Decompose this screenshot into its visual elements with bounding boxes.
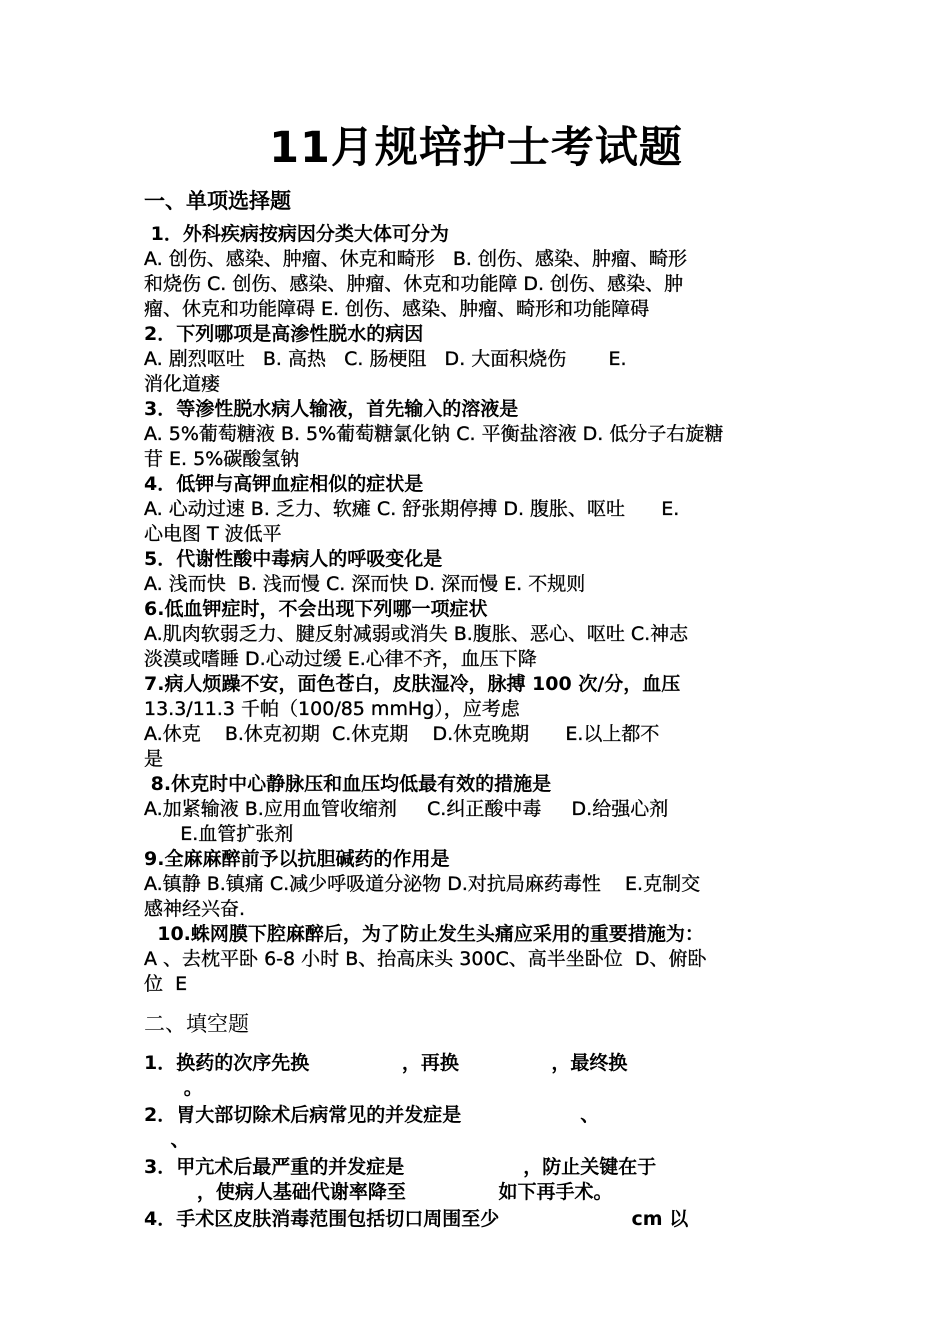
question-options-line: E.血管扩张剂 — [144, 823, 294, 845]
question-options-line: A.镇静 B.镇痛 C.减少呼吸道分泌物 D.对抗局麻药毒性 E.克制交 — [144, 873, 701, 895]
page-title: 11月规培护士考试题 — [269, 123, 683, 173]
choice-question — [144, 772, 808, 847]
fill-question-line: 4．手术区皮肤消毒范围包括切口周围至少 cm 以 — [144, 1208, 689, 1230]
question-stem: 5．代谢性酸中毒病人的呼吸变化是 — [144, 548, 443, 570]
question-options-line: 瘤、休克和功能障碍 E. 创伤、感染、肿瘤、畸形和功能障碍 — [144, 298, 650, 320]
question-stem: 4．低钾与高钾血症相似的症状是 — [144, 473, 424, 495]
question-stem: 3．等渗性脱水病人输液，首先输入的溶液是 — [144, 398, 519, 420]
fill-question-line: 1．换药的次序先换 ，再换 ，最终换 — [144, 1052, 628, 1074]
question-options-line: 苷 E. 5%碳酸氢钠 — [144, 448, 300, 470]
fill-question-line: 2．胃大部切除术后病常见的并发症是 、 — [144, 1104, 600, 1126]
question-options-line: 是 — [144, 748, 164, 770]
choice-question — [144, 547, 808, 597]
choice-question — [144, 597, 808, 672]
section-heading-fill: 二、填空题 — [144, 1012, 249, 1036]
question-options-line: A. 心动过速 B. 乏力、软瘫 C. 舒张期停搏 D. 腹胀、呕吐 E. — [144, 498, 680, 520]
fill-question-line: ，使病人基础代谢率降至 如下再手术。 — [144, 1181, 613, 1203]
question-options-line: A.休克 B.休克初期 C.休克期 D.休克晚期 E.以上都不 — [144, 723, 660, 745]
question-options-line: A. 创伤、感染、肿瘤、休克和畸形 B. 创伤、感染、肿瘤、畸形 — [144, 248, 687, 270]
choice-question — [144, 922, 808, 997]
fill-question-list — [144, 1051, 808, 1234]
fill-question — [144, 1207, 808, 1234]
fill-question-line: 。 — [144, 1077, 203, 1099]
fill-question — [144, 1155, 808, 1207]
question-options-line: A. 5%葡萄糖液 B. 5%葡萄糖氯化钠 C. 平衡盐溶液 D. 低分子右旋糖 — [144, 423, 724, 445]
fill-question — [144, 1051, 808, 1103]
fill-question-line: 3．甲亢术后最严重的并发症是 ，防止关键在于 — [144, 1156, 657, 1178]
question-stem: 10.蛛网膜下腔麻醉后，为了防止发生头痛应采用的重要措施为： — [144, 923, 704, 945]
question-options-line: A.肌肉软弱乏力、腱反射减弱或消失 B.腹胀、恶心、呕吐 C.神志 — [144, 623, 689, 645]
fill-question — [144, 1103, 808, 1155]
question-options-line: 和烧伤 C. 创伤、感染、肿瘤、休克和功能障 D. 创伤、感染、肿 — [144, 273, 684, 295]
question-options-line: A 、去枕平卧 6-8 小时 B、抬高床头 300C、高半坐卧位 D、俯卧 — [144, 948, 707, 970]
section-heading-choice: 一、单项选择题 — [144, 189, 291, 213]
question-options-line: 感神经兴奋. — [144, 898, 246, 920]
document-page — [144, 118, 808, 1234]
choice-question — [144, 322, 808, 397]
fill-question-line: 、 — [144, 1129, 190, 1151]
question-stem: 6.低血钾症时，不会出现下列哪一项症状 — [144, 598, 488, 620]
choice-question — [144, 222, 808, 322]
question-options-line: 消化道瘘 — [144, 373, 221, 395]
question-stem: 2．下列哪项是高渗性脱水的病因 — [144, 323, 424, 345]
question-options-line: 13.3/11.3 千帕（100/85 mmHg），应考虑 — [144, 698, 520, 720]
question-options-line: 心电图 T 波低平 — [144, 523, 282, 545]
question-stem: 9.全麻麻醉前予以抗胆碱药的作用是 — [144, 848, 450, 870]
question-options-line: A.加紧输液 B.应用血管收缩剂 C.纠正酸中毒 D.给强心剂 — [144, 798, 669, 820]
choice-question — [144, 672, 808, 772]
question-stem: 8.休克时中心静脉压和血压均低最有效的措施是 — [144, 773, 552, 795]
question-options-line: 淡漠或嗜睡 D.心动过缓 E.心律不齐，血压下降 — [144, 648, 537, 670]
question-options-line: 位 E — [144, 973, 188, 995]
question-stem: 7.病人烦躁不安，面色苍白，皮肤湿冷，脉搏 100 次/分，血压 — [144, 673, 681, 695]
choice-question — [144, 472, 808, 547]
choice-question — [144, 397, 808, 472]
choice-question — [144, 847, 808, 922]
question-stem: 1．外科疾病按病因分类大体可分为 — [144, 223, 449, 245]
question-options-line: A. 剧烈呕吐 B. 高热 C. 肠梗阻 D. 大面积烧伤 E. — [144, 348, 627, 370]
question-options-line: A. 浅而快 B. 浅而慢 C. 深而快 D. 深而慢 E. 不规则 — [144, 573, 586, 595]
choice-question-list — [144, 222, 808, 997]
